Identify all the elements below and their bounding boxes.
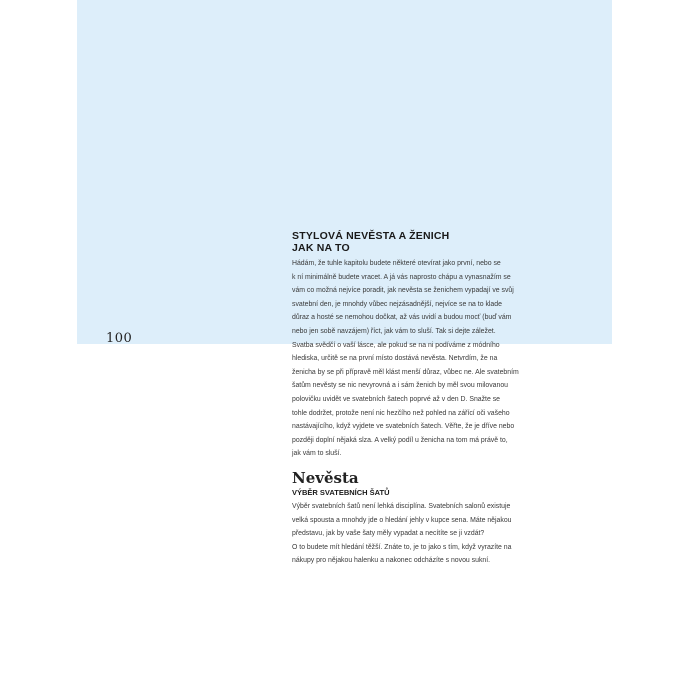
- article-heading: [292, 230, 542, 254]
- body-paragraph: Výběr svatebních šatů není lehká disciplína. Svatebních salonů existuje velká spousta a mnohdy jde o hledání jehly v kupce sena. Máte nějakou představu, jak by vaše šaty měly vypadat a necítíte se ji vzdát? O to budete mít hledání těžší. Znáte to, je to jako s tím, když vyrazíte na nákupy pro nějakou halenku a nakonec odcházíte s novou sukní.: [292, 502, 512, 565]
- section-subheading: VÝBĚR SVATEBNÍCH ŠATŮ: [292, 487, 390, 497]
- article-heading-line-1: STYLOVÁ NEVĚSTA A ŽENICH: [292, 230, 450, 242]
- page-number: 100: [106, 331, 133, 346]
- intro-paragraph: Hádám, že tuhle kapitolu budete některé otevírat jako první, nebo se k ní minimálně budete vracet. A já vás naprosto chápu a vynasnažím se vám co možná nejvíce poradit, jak nevěsta se ženichem vypadají ve svůj svatební den, je mnohdy vůbec nejzásadnější, nejvíce se na to klade důraz a hosté se nemohou dočkat, až vás uvidí a budou mocť (buď vám nebo jen sobě navzájem) říct, jak vám to sluší. Tak si dejte záležet. Svatba svědčí o vaší lásce, ale pokud se na ni podíváme z módního hlediska, určitě se na první místo dostává nevěsta. Netvrdím, že na ženicha by se při přípravě měl klást menší důraz, vůbec ne. Ale svatebním šatům nevěsty se nic nevyrovná a i sám ženich by měl svou milovanou polovičku uvidět ve svatebních šatech poprvé až v den D. Snažte se tohle dodržet, protože není nic hezčího než pohled na zářící oči vašeho nastávajícího, když vyjdete ve svatebních šatech. Věřte, že je dříve nebo později doplní nějaká slza. A velký podíl u ženicha na tom má právě to, jak vám to sluší.: [292, 260, 519, 458]
- article-column: [292, 230, 542, 568]
- section-title: Nevěsta: [292, 468, 359, 487]
- article-heading-line-2: JAK NA TO: [292, 242, 350, 254]
